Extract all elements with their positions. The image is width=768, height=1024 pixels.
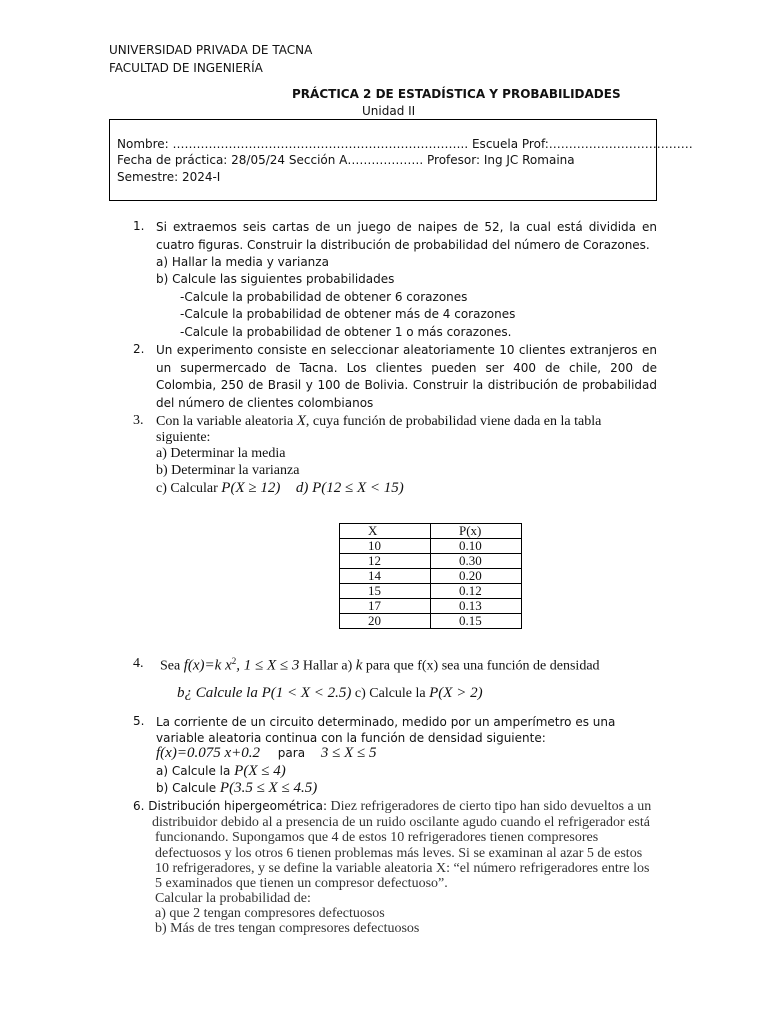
problem-item: a) Determinar la media	[156, 446, 286, 461]
problem-number: 6.	[133, 799, 145, 813]
exponent: 2	[231, 656, 237, 666]
formula: f(x)=k x	[183, 657, 232, 674]
text-line: 5 examinados que tienen un compresor defectuoso”.	[155, 876, 448, 891]
text: Hallar a)	[299, 658, 356, 674]
text: d)	[295, 480, 313, 496]
problem-item	[156, 763, 286, 780]
table-cell: 0.15	[431, 614, 522, 629]
problem-number: 5.	[133, 714, 145, 728]
problem-line	[160, 656, 600, 675]
problem-number: 1.	[133, 219, 145, 233]
problem-item: a) Hallar la media y varianza	[156, 255, 329, 269]
formula: P(X ≤ 4)	[234, 763, 286, 779]
text: a) Calcule la	[156, 764, 235, 778]
text: Con la variable aleatoria	[156, 414, 297, 429]
table-cell: 14	[340, 569, 431, 584]
table-cell: 15	[340, 584, 431, 599]
problem-text: La corriente de un circuito determinado, medido por un amperímetro es una variable aleatoria continua con la función de densidad siguiente:	[156, 715, 616, 745]
formula: f(x)=0.075 x+0.2	[156, 745, 260, 761]
density-function	[156, 745, 377, 762]
page-title: PRÁCTICA 2 DE ESTADÍSTICA Y PROBABILIDADES	[292, 87, 621, 101]
formula: , 1 ≤ X ≤ 3	[236, 657, 300, 674]
unit-label: Unidad II	[362, 104, 416, 118]
problem-subitem: -Calcule la probabilidad de obtener más de 4 corazones	[180, 307, 516, 321]
table-row	[340, 569, 522, 584]
table-header-row	[340, 524, 522, 539]
formula: P(12 ≤ X < 15)	[312, 480, 404, 496]
table-cell: 0.13	[431, 599, 522, 614]
table-cell: 0.30	[431, 554, 522, 569]
text: Diez refrigeradores de cierto tipo han sido devueltos a un	[327, 799, 652, 814]
problem-line: siguiente:	[156, 430, 211, 445]
formula: P(X ≥ 12)	[221, 480, 281, 496]
text-line: a) que 2 tengan compresores defectuosos	[155, 906, 385, 921]
variable-k: k	[355, 657, 363, 674]
problem-text: Si extraemos seis cartas de un juego de naipes de 52, la cual está dividida en cuatro figuras. Construir la distribución de probabilidad del número de Corazones.	[156, 220, 657, 252]
table-row	[340, 539, 522, 554]
problem-item	[156, 480, 404, 497]
student-info-box	[109, 119, 693, 201]
table-cell: 12	[340, 554, 431, 569]
section-title: Distribución hipergeométrica:	[148, 799, 328, 813]
problem-line	[177, 685, 483, 702]
text-line: Calcular la probabilidad de:	[155, 891, 311, 906]
text: b) Calcule	[156, 781, 220, 795]
text: Sea	[160, 658, 184, 674]
problem-subitem: -Calcule la probabilidad de obtener 1 o más corazones.	[180, 325, 512, 339]
text: c) Calcule la	[351, 686, 430, 701]
semester-line: Semestre: 2024-I	[117, 170, 221, 184]
date-section-line: Fecha de práctica: 28/05/24 Sección A………………. Profesor: Ing JC Romaina	[117, 153, 575, 167]
table-header: X	[340, 524, 431, 539]
variable-x: X	[296, 413, 306, 429]
problem-item: b) Determinar la varianza	[156, 463, 300, 478]
text-line: 10 refrigeradores, y se define la variable aleatoria X: “el número refrigeradores entre los	[155, 861, 650, 876]
problem-item: b) Calcule las siguientes probabilidades	[156, 272, 395, 286]
problem-line	[133, 799, 651, 815]
problem-number: 4.	[133, 656, 144, 671]
name-school-line: Nombre: ……………………………………………………………….. Escuela Prof:………………………………	[117, 137, 693, 151]
text-line: b) Más de tres tengan compresores defectuosos	[155, 921, 420, 936]
problem-number: 3.	[133, 413, 144, 428]
text-line: defectuosos y los otros 6 tienen problemas más leves. Si se examinan al azar 5 de estos	[155, 846, 643, 861]
faculty-name: FACULTAD DE INGENIERÍA	[109, 61, 263, 75]
formula: b¿ Calcule la P(1 < X < 2.5)	[177, 685, 352, 701]
text: para que f(x) sea una función de densidad	[362, 658, 600, 674]
table-header: P(x)	[431, 524, 522, 539]
table-row	[340, 614, 522, 629]
table-cell: 20	[340, 614, 431, 629]
table-row	[340, 584, 522, 599]
probability-table	[339, 523, 522, 629]
problem-text: Un experimento consiste en seleccionar aleatoriamente 10 clientes extranjeros en un supermercado de Tacna. Los clientes pueden ser 400 de chile, 200 de Colombia, 250 de Brasil y 100 de Bolivia. Construir la distribución de probabilidad del número de clientes colombianos	[156, 343, 657, 410]
problem-number: 2.	[133, 342, 145, 356]
table-row	[340, 599, 522, 614]
table-cell: 17	[340, 599, 431, 614]
problem-line	[156, 413, 601, 430]
table-cell: 0.12	[431, 584, 522, 599]
formula: P(3.5 ≤ X ≤ 4.5)	[219, 780, 318, 796]
problem-item	[156, 780, 317, 797]
table-cell: 10	[340, 539, 431, 554]
formula: 3 ≤ X ≤ 5	[320, 745, 377, 761]
table-row	[340, 554, 522, 569]
text: , cuya función de probabilidad viene dada en la tabla	[305, 414, 602, 429]
university-name: UNIVERSIDAD PRIVADA DE TACNA	[109, 43, 313, 57]
text-line: funcionando. Supongamos que 4 de estos 10 refrigeradores tienen compresores	[155, 830, 599, 845]
text: para	[277, 746, 306, 760]
table-cell: 0.20	[431, 569, 522, 584]
text: c) Calcular	[156, 481, 222, 496]
table-cell: 0.10	[431, 539, 522, 554]
problem-subitem: -Calcule la probabilidad de obtener 6 corazones	[180, 290, 468, 304]
formula: P(X > 2)	[429, 685, 483, 701]
text-line: distribuidor debido al a presencia de un ruido oscilante agudo cuando el refrigerador está	[152, 815, 650, 830]
